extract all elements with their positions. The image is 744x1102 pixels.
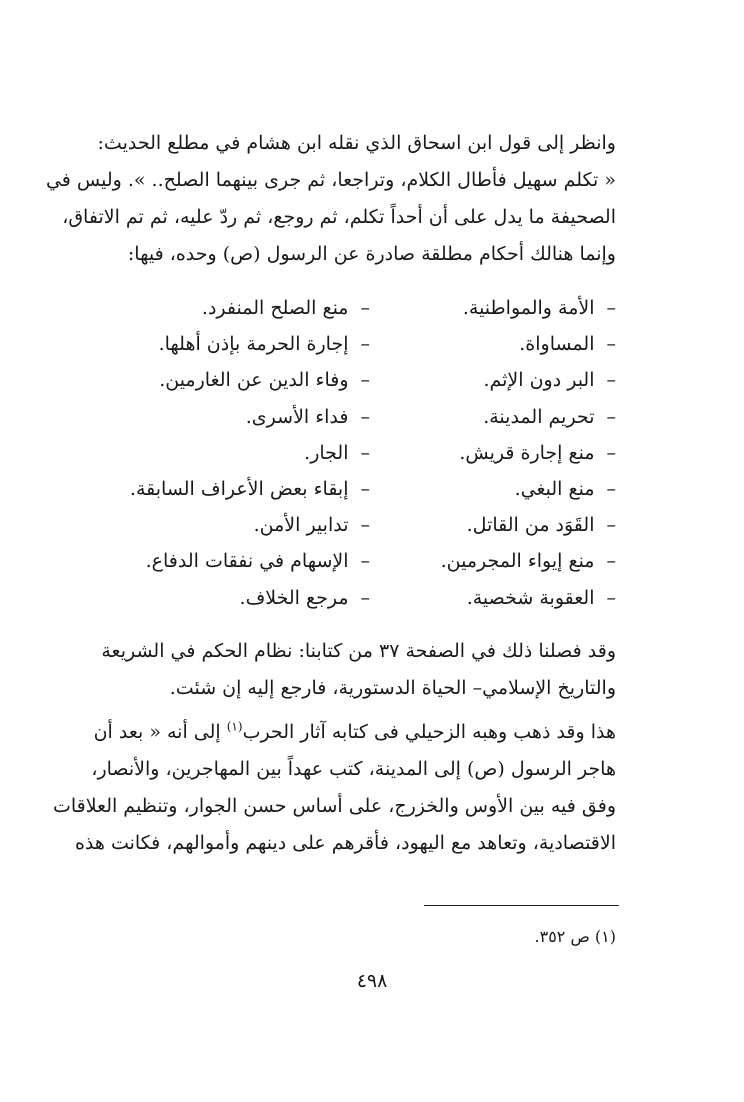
provisions-list-left [130, 290, 370, 616]
text-line: هذا وقد ذهب وهبه الزحيلي فى كتابه آثار الحرب$^{(١)}$ إلى أنه « بعد أن [93, 719, 616, 743]
list-item: –الإسهام في نفقات الدفاع. [145, 550, 370, 573]
list-item: –فداء الأسرى. [245, 405, 370, 428]
list-item: –القَوَد من القاتل. [466, 514, 616, 537]
text-line: وانظر إلى قول ابن اسحاق الذي نقله ابن هشام في مطلع الحديث: [97, 132, 616, 154]
provisions-lists [124, 290, 616, 620]
list-item: –العقوبة شخصية. [466, 586, 616, 609]
text-line: والتاريخ الإسلامي– الحياة الدستورية، فارجع إليه إن شئت. [169, 677, 616, 699]
list-item: –منع إجارة قريش. [459, 441, 616, 464]
footnote-divider [424, 905, 619, 906]
text-line: وفق فيه بين الأوس والخزرج، على أساس حسن الجوار، وتنظيم العلاقات [52, 795, 616, 817]
list-item: –إجارة الحرمة بإذن أهلها. [158, 333, 370, 356]
list-item: –مرجع الخلاف. [239, 586, 370, 609]
text-line: الصحيفة ما يدل على أن أحداً تكلم، ثم روجع، ثم ردّ عليه، ثم تم الاتفاق، [62, 206, 616, 228]
page-number: ٤٩٨ [356, 970, 388, 992]
list-item: –تحريم المدينة. [483, 405, 616, 428]
list-item: –إبقاء بعض الأعراف السابقة. [129, 478, 370, 501]
paragraph-1 [45, 125, 616, 273]
list-item: –الجار. [304, 441, 370, 464]
list-item: –منع إيواء المجرمين. [440, 550, 616, 573]
provisions-list-right [441, 290, 616, 616]
list-item: –منع الصلح المنفرد. [201, 297, 370, 319]
list-item: –تدابير الأمن. [253, 514, 370, 537]
paragraph-3 [52, 714, 616, 862]
text-line: وإنما هنالك أحكام مطلقة صادرة عن الرسول (ص) وحده، فيها: [127, 243, 616, 265]
text-line: « تكلم سهيل فأطال الكلام، وتراجعا، ثم جرى بينهما الصلح.. ». وليس في [45, 169, 616, 191]
text-line: الاقتصادية، وتعاهد مع اليهود، فأقرهم على دينهم وأموالهم، فكانت هذه [74, 832, 616, 854]
footnote-reference: (١) [226, 719, 243, 734]
list-item: –الأمة والمواطنية. [462, 297, 616, 319]
text-line: وقد فصلنا ذلك في الصفحة ٣٧ من كتابنا: نظام الحكم في الشريعة [101, 640, 616, 662]
list-item: –البر دون الإثم. [483, 369, 616, 392]
footnote: (١) ص ٣٥٢. [534, 927, 616, 946]
paragraph-2 [101, 633, 616, 707]
list-item: –وفاء الدين عن الغارمين. [159, 369, 370, 392]
list-item: –منع البغي. [514, 478, 616, 501]
text-line: هاجر الرسول (ص) إلى المدينة، كتب عهداً بين المهاجرين، والأنصار، [91, 758, 616, 780]
list-item: –المساواة. [519, 333, 616, 356]
